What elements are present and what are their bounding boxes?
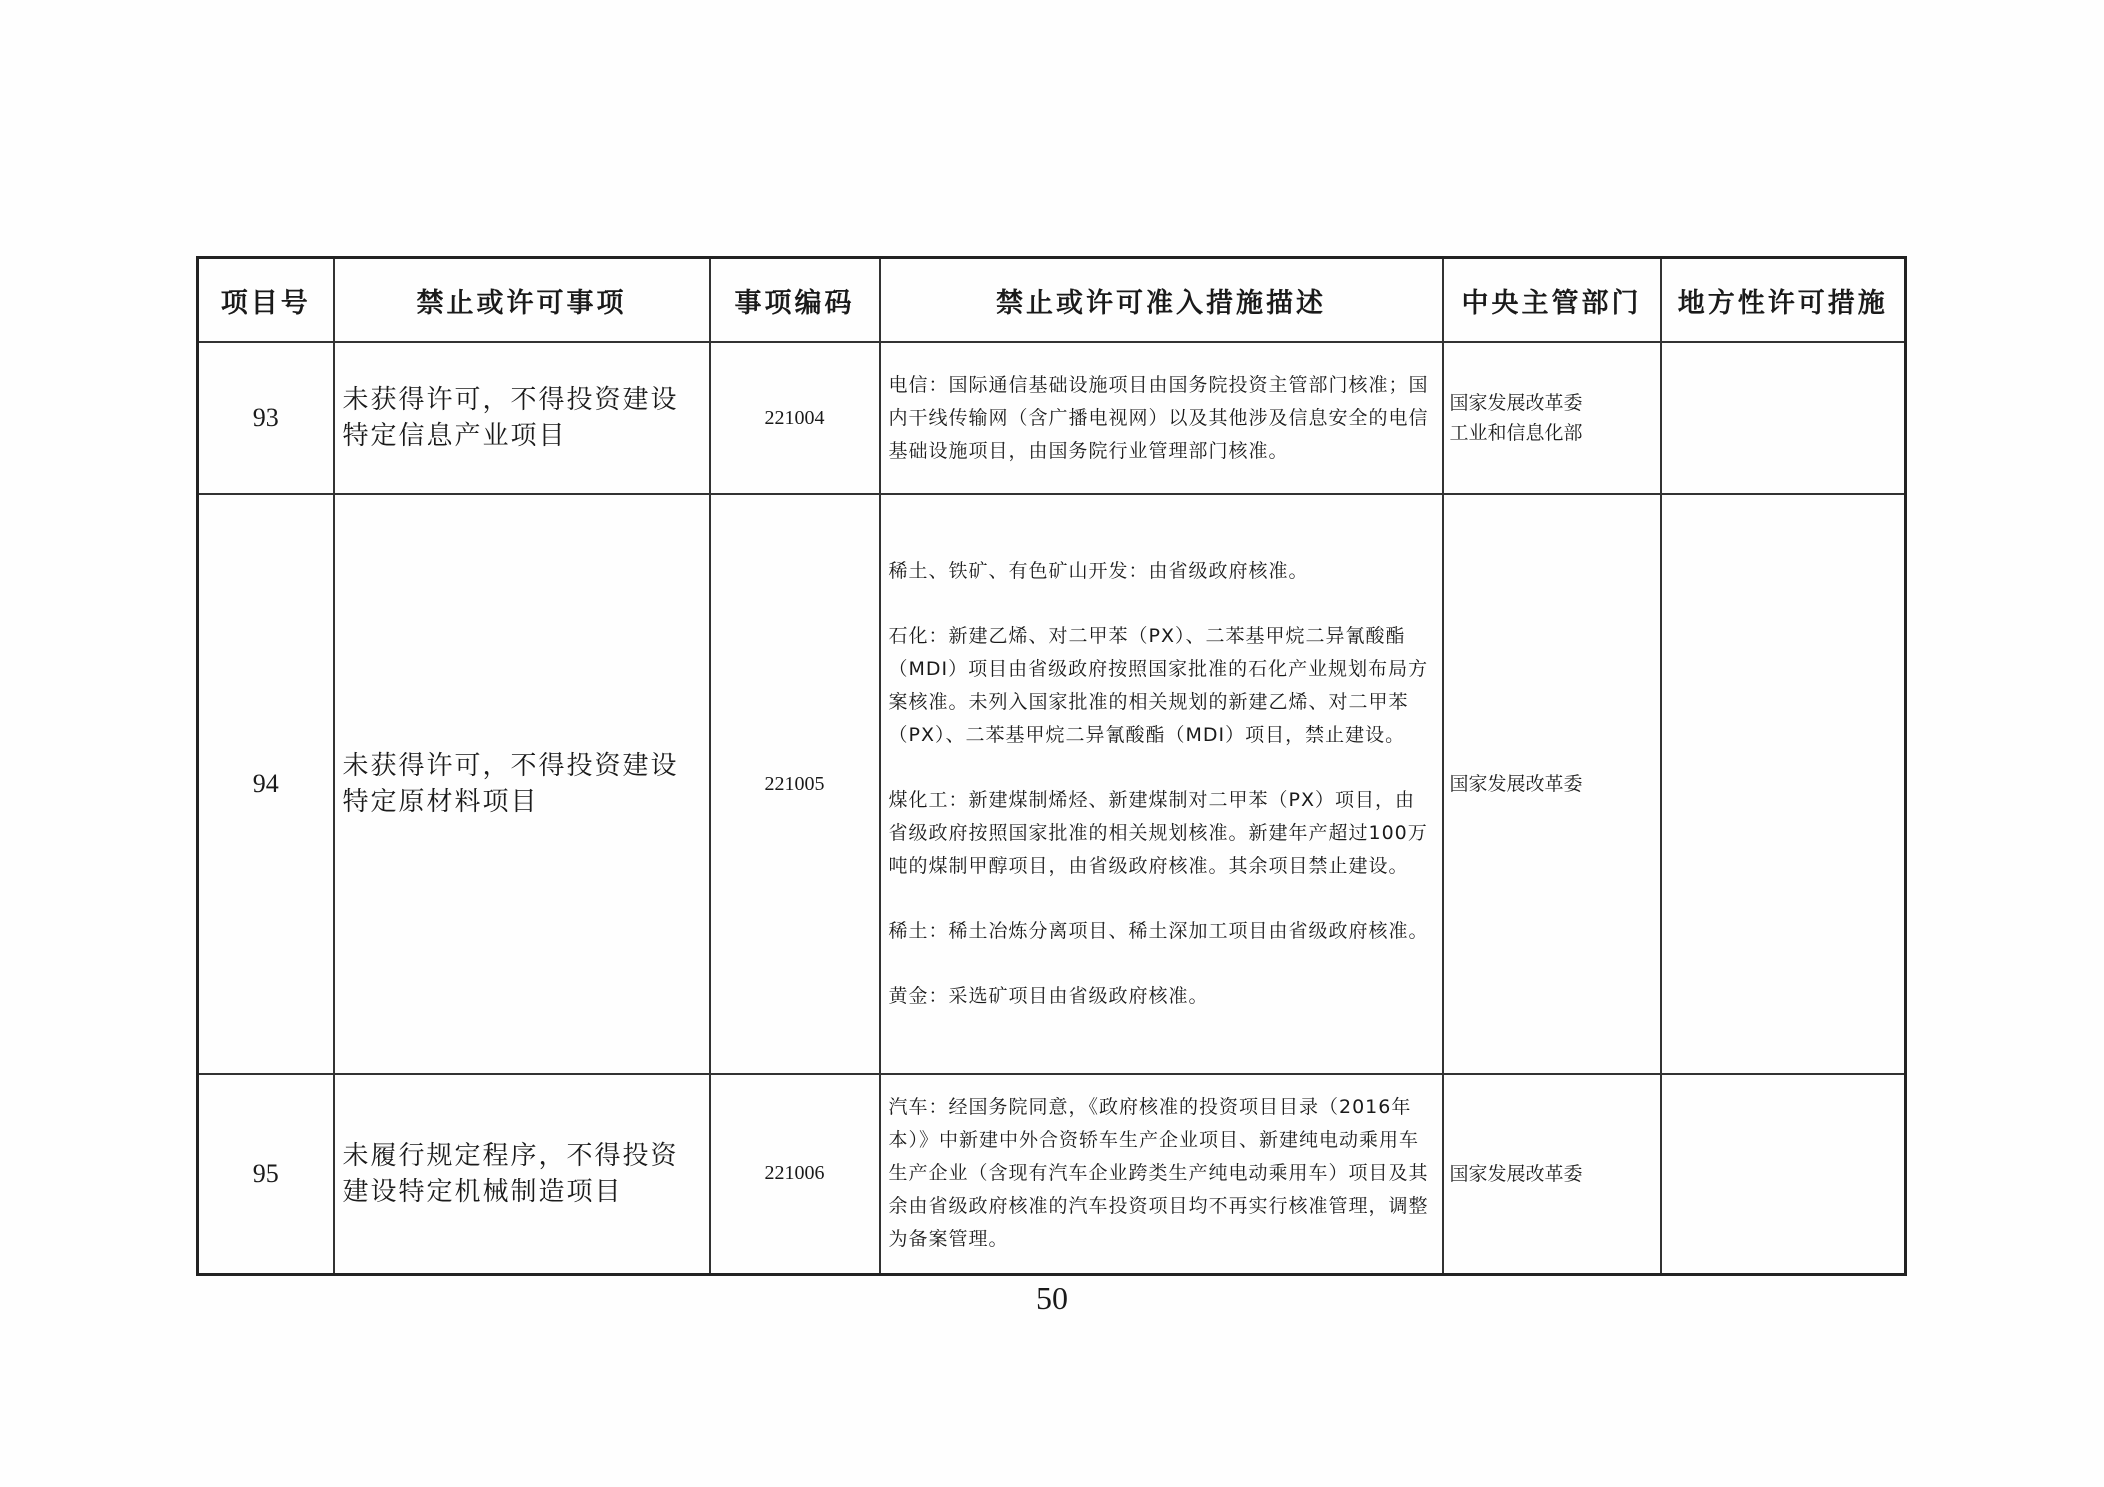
desc-paragraph: 石化：新建乙烯、对二甲苯（PX）、二苯基甲烷二异氰酸酯（MDI）项目由省级政府按照国家批准的石化产业规划布局方案核准。未列入国家批准的相关规划的新建乙烯、对二甲苯（PX）、二苯基甲烷二异氰酸酯（MDI）项目，禁止建设。 <box>888 625 1429 746</box>
cell-no: 95 <box>198 1074 334 1274</box>
dept-line: 国家发展改革委 <box>1449 392 1583 414</box>
header-row <box>198 258 1906 343</box>
desc-paragraph: 煤化工：新建煤制烯烃、新建煤制对二甲苯（PX）项目，由省级政府按照国家批准的相关规划核准。新建年产超过100万吨的煤制甲醇项目，由省级政府核准。其余项目禁止建设。 <box>888 789 1428 877</box>
cell-dept <box>1443 1074 1661 1274</box>
dept-line: 国家发展改革委 <box>1449 773 1583 795</box>
header-item: 禁止或许可事项 <box>334 258 710 343</box>
permit-table <box>196 256 1907 1276</box>
header-local: 地方性许可措施 <box>1661 258 1906 343</box>
cell-desc <box>880 1074 1443 1274</box>
dept-line: 国家发展改革委 <box>1449 1162 1583 1185</box>
table-row <box>198 342 1906 494</box>
cell-local <box>1661 1074 1906 1274</box>
cell-desc <box>880 494 1443 1074</box>
page-number: 50 <box>1036 1280 1068 1316</box>
cell-dept <box>1443 342 1661 494</box>
desc-paragraph: 电信：国际通信基础设施项目由国务院投资主管部门核准；国内干线传输网（含广播电视网）以及其他涉及信息安全的电信基础设施项目，由国务院行业管理部门核准。 <box>888 373 1429 462</box>
desc-paragraph: 稀土：稀土冶炼分离项目、稀土深加工项目由省级政府核准。 <box>888 920 1429 942</box>
cell-dept <box>1443 494 1661 1074</box>
dept-line: 工业和信息化部 <box>1449 422 1583 444</box>
cell-item: 未获得许可，不得投资建设特定原材料项目 <box>334 494 710 1074</box>
header-no: 项目号 <box>198 258 334 343</box>
cell-item: 未获得许可，不得投资建设特定信息产业项目 <box>334 342 710 494</box>
cell-no: 93 <box>198 342 334 494</box>
table-row <box>198 494 1906 1074</box>
desc-paragraph: 黄金：采选矿项目由省级政府核准。 <box>888 985 1209 1007</box>
cell-no: 94 <box>198 494 334 1074</box>
cell-code: 221005 <box>710 494 880 1074</box>
cell-desc <box>880 342 1443 494</box>
desc-paragraph: 稀土、铁矿、有色矿山开发：由省级政府核准。 <box>888 560 1309 582</box>
header-dept: 中央主管部门 <box>1443 258 1661 343</box>
table-row <box>198 1074 1906 1274</box>
cell-local <box>1661 494 1906 1074</box>
header-code: 事项编码 <box>710 258 880 343</box>
cell-code: 221006 <box>710 1074 880 1274</box>
header-desc: 禁止或许可准入措施描述 <box>880 258 1443 343</box>
desc-paragraph: 汽车：经国务院同意，《政府核准的投资项目目录（2016年本）》中新建中外合资轿车生产企业项目、新建纯电动乘用车生产企业（含现有汽车企业跨类生产纯电动乘用车）项目及其余由省级政府核准的汽车投资项目均不再实行核准管理，调整为备案管理。 <box>888 1096 1429 1251</box>
cell-item: 未履行规定程序，不得投资建设特定机械制造项目 <box>334 1074 710 1274</box>
cell-code: 221004 <box>710 342 880 494</box>
cell-local <box>1661 342 1906 494</box>
